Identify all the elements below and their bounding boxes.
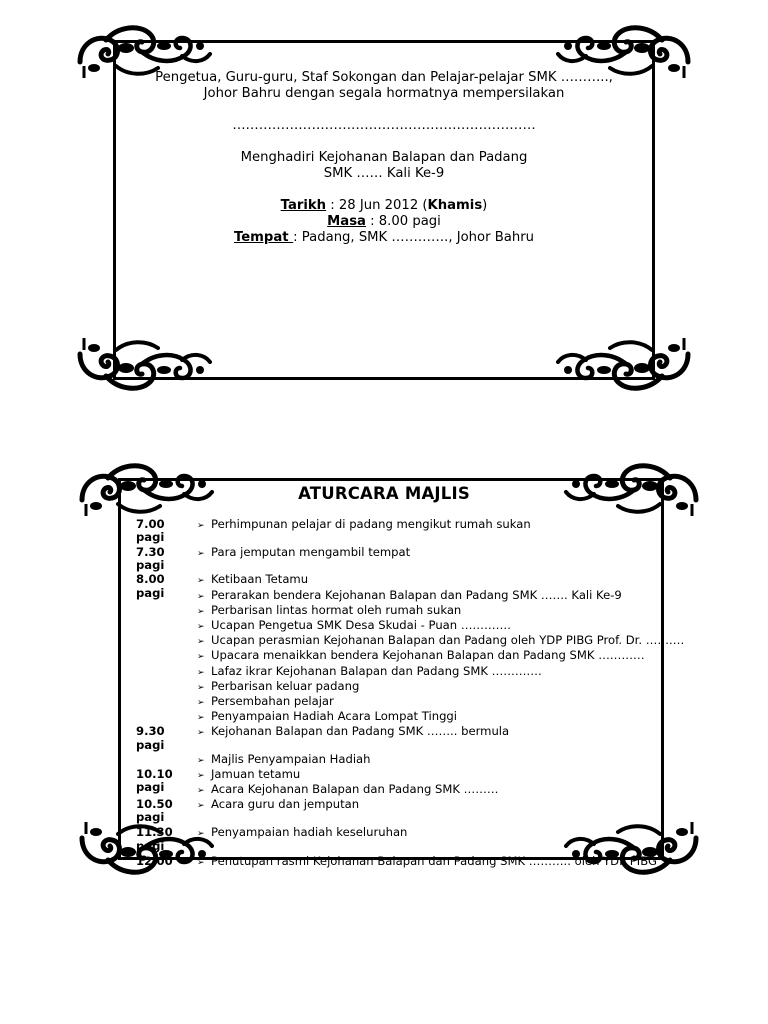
guest-placeholder: …………………………………………………………… [232,118,536,133]
schedule-time: 10.50 pagi [136,797,173,825]
list-item: ➢ Para jemputan mengambil tempat [197,546,696,561]
list-item: ➢ Penyampaian Hadiah Acara Lompat Tinggi [197,710,696,725]
time-line: Masa : 8.00 pagi [327,214,441,229]
list-item: ➢ Kejohanan Balapan dan Padang SMK …….. bermula [197,725,696,740]
list-item: ➢ Ucapan perasmian Kejohanan Balapan dan Padang oleh YDP PIBG Prof. Dr. ………. [197,634,696,649]
schedule-group [136,725,696,767]
venue-label: Tempat [234,230,294,245]
date-line: Tarikh : 28 Jun 2012 (Khamis) [280,198,488,213]
schedule-group [136,546,696,573]
ornament-corner-icon [552,338,692,394]
list-item: ➢ Perbarisan lintas hormat oleh rumah sukan [197,604,696,619]
schedule-list [136,518,696,870]
list-item: ➢ Ucapan Pengetua SMK Desa Skudai - Puan …………. [197,619,696,634]
schedule-group [136,768,696,798]
list-item: ➢ Persembahan pelajar [197,695,696,710]
schedule-time: 7.00 pagi [136,517,165,545]
schedule-time: 7.30 pagi [136,545,165,573]
list-item: ➢ Majlis Penyampaian Hadiah [197,753,696,768]
schedule-time: 10.10 pagi [136,766,173,795]
list-item: ➢ Perbarisan keluar padang [197,680,696,695]
invitation-line: Johor Bahru dengan segala hormatnya mempersilakan [203,86,565,101]
date-label: Tarikh [280,198,327,213]
schedule-group [136,855,696,870]
schedule-group [136,826,696,854]
list-item: ➢ Penyampaian hadiah keseluruhan [197,826,696,841]
schedule-time: 8.00 pagi [136,572,165,600]
invitation-line: Pengetua, Guru-guru, Staf Sokongan dan Pelajar-pelajar SMK ……….., [155,70,613,85]
time-label: Masa [327,214,366,229]
schedule-time: 11.30 pagi [136,825,173,853]
ornament-corner-icon [76,338,216,394]
list-item: ➢ Perarakan bendera Kejohanan Balapan dan Padang SMK ……. Kali Ke-9 [197,589,696,604]
list-item: ➢ Acara guru dan jemputan [197,798,696,813]
venue-line: Tempat : Padang, SMK …………., Johor Bahru [234,230,534,245]
list-item: ➢ Jamuan tetamu [197,768,696,783]
schedule-group [136,518,696,546]
schedule-group [136,798,696,826]
date-day: Khamis [427,198,483,213]
invitation-text [120,70,648,246]
program-title: ATURCARA MAJLIS [298,484,470,503]
event-name: Menghadiri Kejohanan Balapan dan Padang [240,150,528,165]
list-item: ➢ Upacara menaikkan bendera Kejohanan Balapan dan Padang SMK ………… [197,649,696,664]
list-item: ➢ Perhimpunan pelajar di padang mengikut rumah sukan [197,518,696,533]
list-item: ➢ Acara Kejohanan Balapan dan Padang SMK ……… [197,783,696,798]
schedule-group [136,573,696,725]
list-item: ➢ Lafaz ikrar Kejohanan Balapan dan Padang SMK …………. [197,665,696,680]
event-name: SMK …… Kali Ke-9 [323,166,445,181]
schedule-time: 12.00 [136,853,173,868]
list-item: ➢ Penutupan rasmi Kejohanan Balapan dan Padang SMK ……….. oleh YDP PIBG [197,855,696,870]
schedule-time: 9.30 pagi [136,724,165,752]
list-item: ➢ Ketibaan Tetamu [197,573,696,588]
